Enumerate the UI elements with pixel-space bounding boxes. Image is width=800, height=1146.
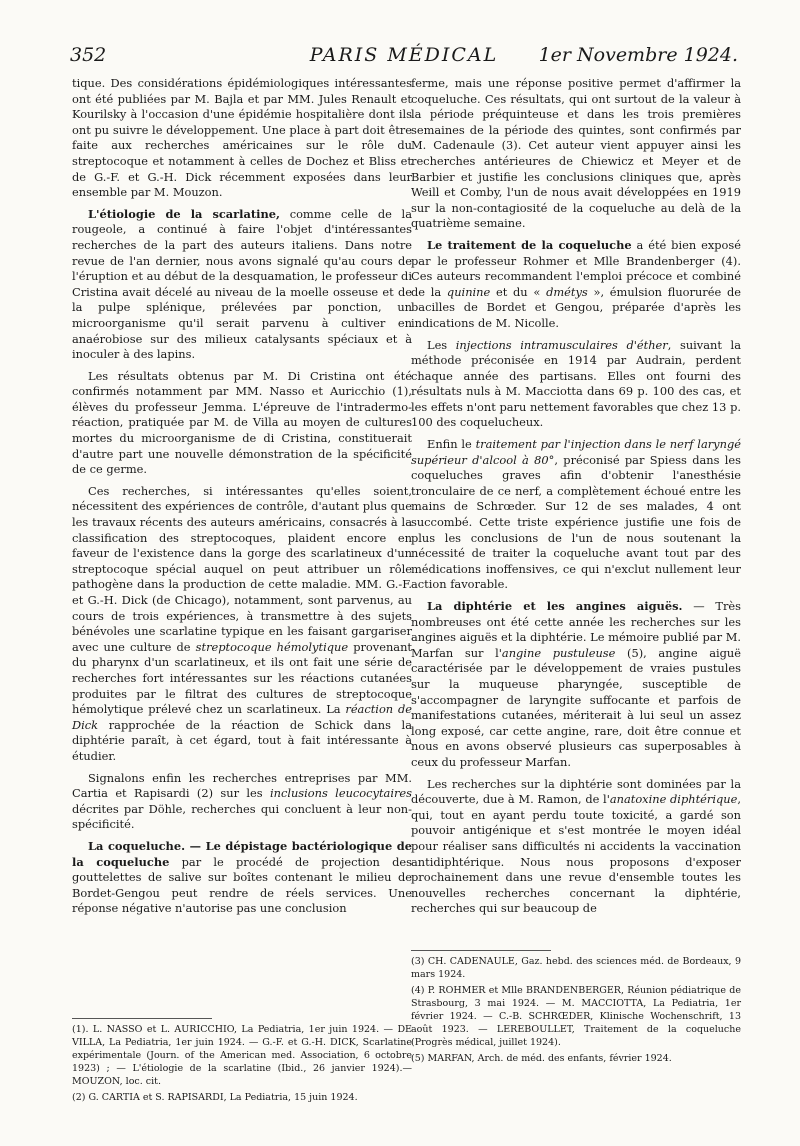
paragraph: Le traitement de la coqueluche a été bien exposé par le professeur Rohmer et Mlle Brandenberger (4). Ces auteurs recommandent l'emploi précoce et combiné de la quinine et du « dmétys », émulsion fluorurée de bacilles de Bordet et Gengou, préparée d'après les indications de M. Nicolle. xyxy=(411,237,741,330)
paragraph: L'étiologie de la scarlatine, comme celle de la rougeole, a continué à faire l'objet d'intéressantes recherches de la part des auteurs italiens. Dans notre revue de l'an dernier, nous avons signalé qu'au cours de l'éruption et au début de la desquamation, le professeur di Cristina avait décelé au niveau de la moelle osseuse et de la pulpe splénique, prélevées par ponction, un microorganisme qu'il serait parvenu à cultiver en anaérobiose sur des milieux catalysants spéciaux et à inoculer à des lapins. xyxy=(72,206,412,362)
paragraph: Enfin le traitement par l'injection dans le nerf laryngé supérieur d'alcool à 80°, préconisé par Spiess dans les coqueluches graves afin d'obtenir l'anesthésie tronculaire de ce nerf, a complètement échoué entre les mains de Schrœder. Sur 12 de ses malades, 4 ont succombé. Cette triste expérience justifie une fois de plus les conclusions de l'un de nous soutenant la nécessité de traiter la coqueluche avant tout par des médications inoffensives, ce qui n'exclut nullement leur action favorable. xyxy=(411,437,741,592)
footnotes-left xyxy=(72,1023,412,1107)
page-header xyxy=(70,44,738,70)
footnote: (4) P. ROHMER et Mlle BRANDENBERGER, Réunion pédiatrique de Strasbourg, 3 mai 1924. — M. MACCIOTTA, La Pediatria, 1er février 1924. — C.-B. SCHRŒDER, Klinische Wochenschrift, 13 août 1923. — LEREBOULLET, Traitement de la coqueluche (Progrès médical, juillet 1924). xyxy=(411,985,741,1048)
footnote-divider xyxy=(411,950,551,951)
paragraph: Signalons enfin les recherches entreprises par MM. Cartia et Rapisardi (2) sur les inclusions leucocytaires décrites par Döhle, recherches qui concluent à leur non-spécificité. xyxy=(72,770,412,832)
paragraph: La diphtérie et les angines aiguës. — Très nombreuses ont été cette année les recherches sur les angines aiguës et la diphtérie. Le mémoire publié par M. Marfan sur l'angine pustuleuse (5), angine aiguë caractérisée par le développement de vraies pustules sur la muqueuse pharyngée, susceptible de s'accompagner de laryngite suffocante et parfois de manifestations cutanées, mériterait à lui seul un assez long exposé, car cette angine, rare, doit être connue et nous en avons observé plusieurs cas superposables à ceux du professeur Marfan. xyxy=(411,599,741,769)
paragraph: Les résultats obtenus par M. Di Cristina ont été confirmés notamment par MM. Nasso et Auricchio (1), élèves du professeur Jemma. L'épreuve de l'intradermo-réaction, pratiquée par M. de Villa au moyen de cultures mortes du microorganisme de di Cristina, constituerait d'autre part une nouvelle démonstration de la spécificité de ce germe. xyxy=(72,368,412,477)
section-heading: La diphtérie et les angines aiguës. xyxy=(427,599,683,613)
paragraph: Les recherches sur la diphtérie sont dominées par la découverte, due à M. Ramon, de l'anatoxine diphtérique, qui, tout en ayant perdu toute toxicité, a gardé son pouvoir antigénique et s'est montrée le moyen idéal pour réaliser sans difficultés ni accidents la vaccination antidiphtérique. Nous nous proposons d'exposer prochainement dans une revue d'ensemble toutes les nouvelles recherches concernant la diphtérie, recherches qui sur beaucoup de xyxy=(411,776,741,916)
right-column xyxy=(411,76,741,923)
paragraph: Ces recherches, si intéressantes qu'elles soient, nécessitent des expériences de contrôle, d'autant plus que les travaux récents des auteurs américains, consacrés à la classification des streptocoques, plaident encore en faveur de l'existence dans la gorge des scarlatineux d'un streptocoque spécial auquel on peut attribuer un rôle pathogène dans la production de cette maladie. MM. G.-F. et G.-H. Dick (de Chicago), notamment, sont parvenus, au cours de trois expériences, à transmettre à des sujets bénévoles une scarlatine typique en les faisant gargariser avec une culture de streptocoque hémolytique provenant du pharynx d'un scarlatineux, et ils ont fait une série de recherches fort intéressantes sur les réactions cutanées produites par le filtrat des cultures de streptocoque hémolytique prélevé chez un scarlatineux. La réaction de Dick rapprochée de la réaction de Schick dans la diphtérie paraît, à cet égard, tout à fait intéressante à étudier. xyxy=(72,483,413,763)
left-column xyxy=(72,76,412,923)
paragraph: tique. Des considérations épidémiologiques intéressantes ont été publiées par M. Bajla et par MM. Jules Renault et Kourilsky à l'occasion d'une épidémie hospitalière dont ils ont pu suivre le développement. Une place à part doit être faite aux recherches américaines sur le rôle du streptocoque et notamment à celles de Dochez et Bliss et de G.-F. et G.-H. Dick récemment exposées dans leur ensemble par M. Mouzon. xyxy=(72,76,412,200)
section-heading: L'étiologie de la scarlatine, xyxy=(88,206,280,221)
footnotes-right xyxy=(411,955,741,1068)
section-heading: La coqueluche. — Le dépistage bactériologique de la coqueluche xyxy=(72,838,412,869)
footnote: (3) CH. CADENAULE, Gaz. hebd. des sciences méd. de Bordeaux, 9 mars 1924. xyxy=(411,956,741,980)
issue-date: 1er Novembre 1924. xyxy=(538,44,738,66)
section-heading: Le traitement de la coqueluche xyxy=(427,237,632,252)
paragraph: La coqueluche. — Le dépistage bactériologique de la coqueluche par le procédé de projection des gouttelettes de salive sur boîtes contenant le milieu de Bordet-Gengou peut rendre de réels services. Une réponse négative n'autorise pas une conclusion xyxy=(72,838,412,916)
page-number: 352 xyxy=(70,44,107,66)
journal-title: PARIS MÉDICAL xyxy=(309,44,499,66)
footnote: (5) MARFAN, Arch. de méd. des enfants, février 1924. xyxy=(411,1053,672,1064)
paragraph: Les injections intramusculaires d'éther, suivant la méthode préconisée en 1914 par Audrain, perdent chaque année des partisans. Elles ont fourni des résultats nuls à M. Macciotta dans 69 p. 100 des cas, et les effets n'ont paru nettement favorables que chez 13 p. 100 des coquelucheux. xyxy=(411,337,741,430)
paragraph: ferme, mais une réponse positive permet d'affirmer la coqueluche. Ces résultats, qui ont surtout de la valeur à la période préquinteuse et dans les trois premières semaines de la période des quintes, sont confirmés par M. Cadenaule (3). Cet auteur vient appuyer ainsi les recherches antérieures de Chiewicz et Meyer et de Barbier et justifie les conclusions cliniques que, après Weill et Comby, l'un de nous avait développées en 1919 sur la non-contagiosité de la coqueluche au delà de la quatrième semaine. xyxy=(411,76,741,231)
footnote: (1). L. NASSO et L. AURICCHIO, La Pediatria, 1er juin 1924. — DE VILLA, La Pediatria, 1er juin 1924. — G.-F. et G.-H. DICK, Scarlatine expérimentale (Journ. of the American med. Association, 6 octobre 1923) ; — L'étiologie de la scarlatine (Ibid., 26 janvier 1924).— MOUZON, loc. cit. xyxy=(72,1024,412,1087)
footnote-divider xyxy=(72,1018,212,1019)
footnote: (2) G. CARTIA et S. RAPISARDI, La Pediatria, 15 juin 1924. xyxy=(72,1092,358,1103)
